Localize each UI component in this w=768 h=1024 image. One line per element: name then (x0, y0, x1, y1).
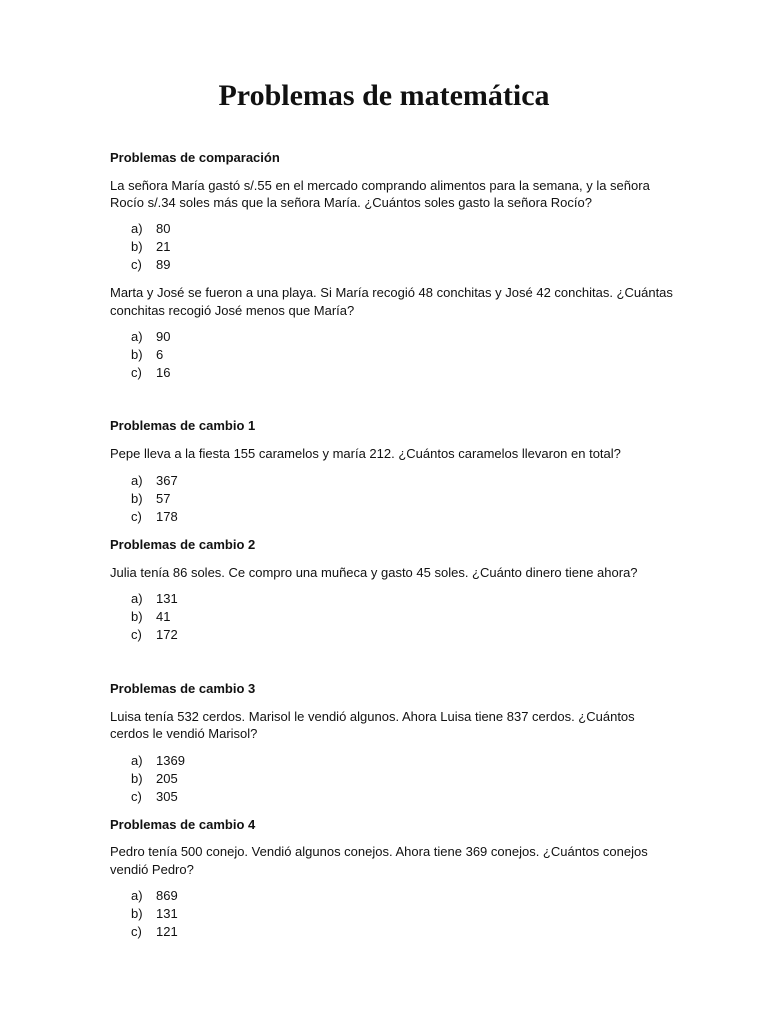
option-value: 90 (156, 329, 171, 344)
option-letter: a) (131, 473, 143, 488)
problem-1-line-1: La señora María gastó s/.55 en el mercado comprando alimentos para la semana, y la señora (110, 178, 650, 193)
option-letter: a) (131, 591, 143, 606)
option-item (131, 590, 178, 608)
problem-3-options (131, 472, 178, 526)
option-value: 57 (156, 491, 171, 506)
problem-1-line-2: Rocío s/.34 soles más que la señora María. ¿Cuántos soles gasto la señora Rocío? (110, 195, 592, 210)
option-item (131, 364, 170, 382)
problem-6-line-1: Pedro tenía 500 conejo. Vendió algunos conejos. Ahora tiene 369 conejos. ¿Cuántos conejos (110, 844, 648, 859)
option-letter: b) (131, 239, 143, 254)
option-item (131, 770, 185, 788)
problem-3-line-1: Pepe lleva a la fiesta 155 caramelos y maría 212. ¿Cuántos caramelos llevaron en total? (110, 446, 621, 461)
option-item (131, 472, 178, 490)
option-value: 41 (156, 609, 171, 624)
option-value: 80 (156, 221, 171, 236)
problem-2-line-2: conchitas recogió José menos que María? (110, 303, 355, 318)
problem-4-line-1: Julia tenía 86 soles. Ce compro una muñeca y gasto 45 soles. ¿Cuánto dinero tiene ahora? (110, 565, 638, 580)
option-value: 89 (156, 257, 171, 272)
option-item (131, 328, 170, 346)
problem-1-options (131, 220, 170, 274)
problem-2-options (131, 328, 170, 382)
option-letter: a) (131, 888, 143, 903)
option-item (131, 626, 178, 644)
option-value: 869 (156, 888, 178, 903)
option-item (131, 490, 178, 508)
problem-4-options (131, 590, 178, 644)
option-value: 121 (156, 924, 178, 939)
option-value: 21 (156, 239, 171, 254)
option-item (131, 923, 178, 941)
problem-5-line-1: Luisa tenía 532 cerdos. Marisol le vendió algunos. Ahora Luisa tiene 837 cerdos. ¿Cuántos (110, 709, 635, 724)
option-letter: b) (131, 609, 143, 624)
option-item (131, 905, 178, 923)
option-letter: a) (131, 753, 143, 768)
option-letter: a) (131, 329, 143, 344)
option-value: 16 (156, 365, 171, 380)
problem-6-line-2: vendió Pedro? (110, 862, 194, 877)
option-value: 131 (156, 906, 178, 921)
option-item (131, 887, 178, 905)
option-letter: c) (131, 509, 142, 524)
section-heading-cambio-2: Problemas de cambio 2 (110, 537, 256, 552)
section-heading-cambio-3: Problemas de cambio 3 (110, 681, 256, 696)
option-value: 131 (156, 591, 178, 606)
option-value: 172 (156, 627, 178, 642)
option-value: 367 (156, 473, 178, 488)
problem-6-options (131, 887, 178, 941)
option-item (131, 508, 178, 526)
option-letter: b) (131, 906, 143, 921)
option-item (131, 788, 185, 806)
option-item (131, 238, 170, 256)
option-value: 6 (156, 347, 164, 362)
option-value: 305 (156, 789, 178, 804)
option-letter: b) (131, 347, 143, 362)
option-item (131, 608, 178, 626)
option-letter: b) (131, 771, 143, 786)
option-letter: c) (131, 257, 142, 272)
option-letter: c) (131, 627, 142, 642)
document-title: Problemas de matemática (218, 79, 550, 112)
option-value: 1369 (156, 753, 185, 768)
option-letter: c) (131, 789, 142, 804)
option-letter: c) (131, 365, 142, 380)
problem-5-line-2: cerdos le vendió Marisol? (110, 726, 258, 741)
problem-5-options (131, 752, 185, 806)
section-heading-comparacion: Problemas de comparación (110, 150, 280, 165)
section-heading-cambio-4: Problemas de cambio 4 (110, 817, 256, 832)
option-letter: c) (131, 924, 142, 939)
option-item (131, 220, 170, 238)
option-item (131, 752, 185, 770)
option-value: 178 (156, 509, 178, 524)
section-heading-cambio-1: Problemas de cambio 1 (110, 418, 256, 433)
option-item (131, 346, 170, 364)
option-letter: b) (131, 491, 143, 506)
problem-2-line-1: Marta y José se fueron a una playa. Si María recogió 48 conchitas y José 42 conchitas. ¿Cuántas (110, 285, 673, 300)
option-value: 205 (156, 771, 178, 786)
option-item (131, 256, 170, 274)
option-letter: a) (131, 221, 143, 236)
